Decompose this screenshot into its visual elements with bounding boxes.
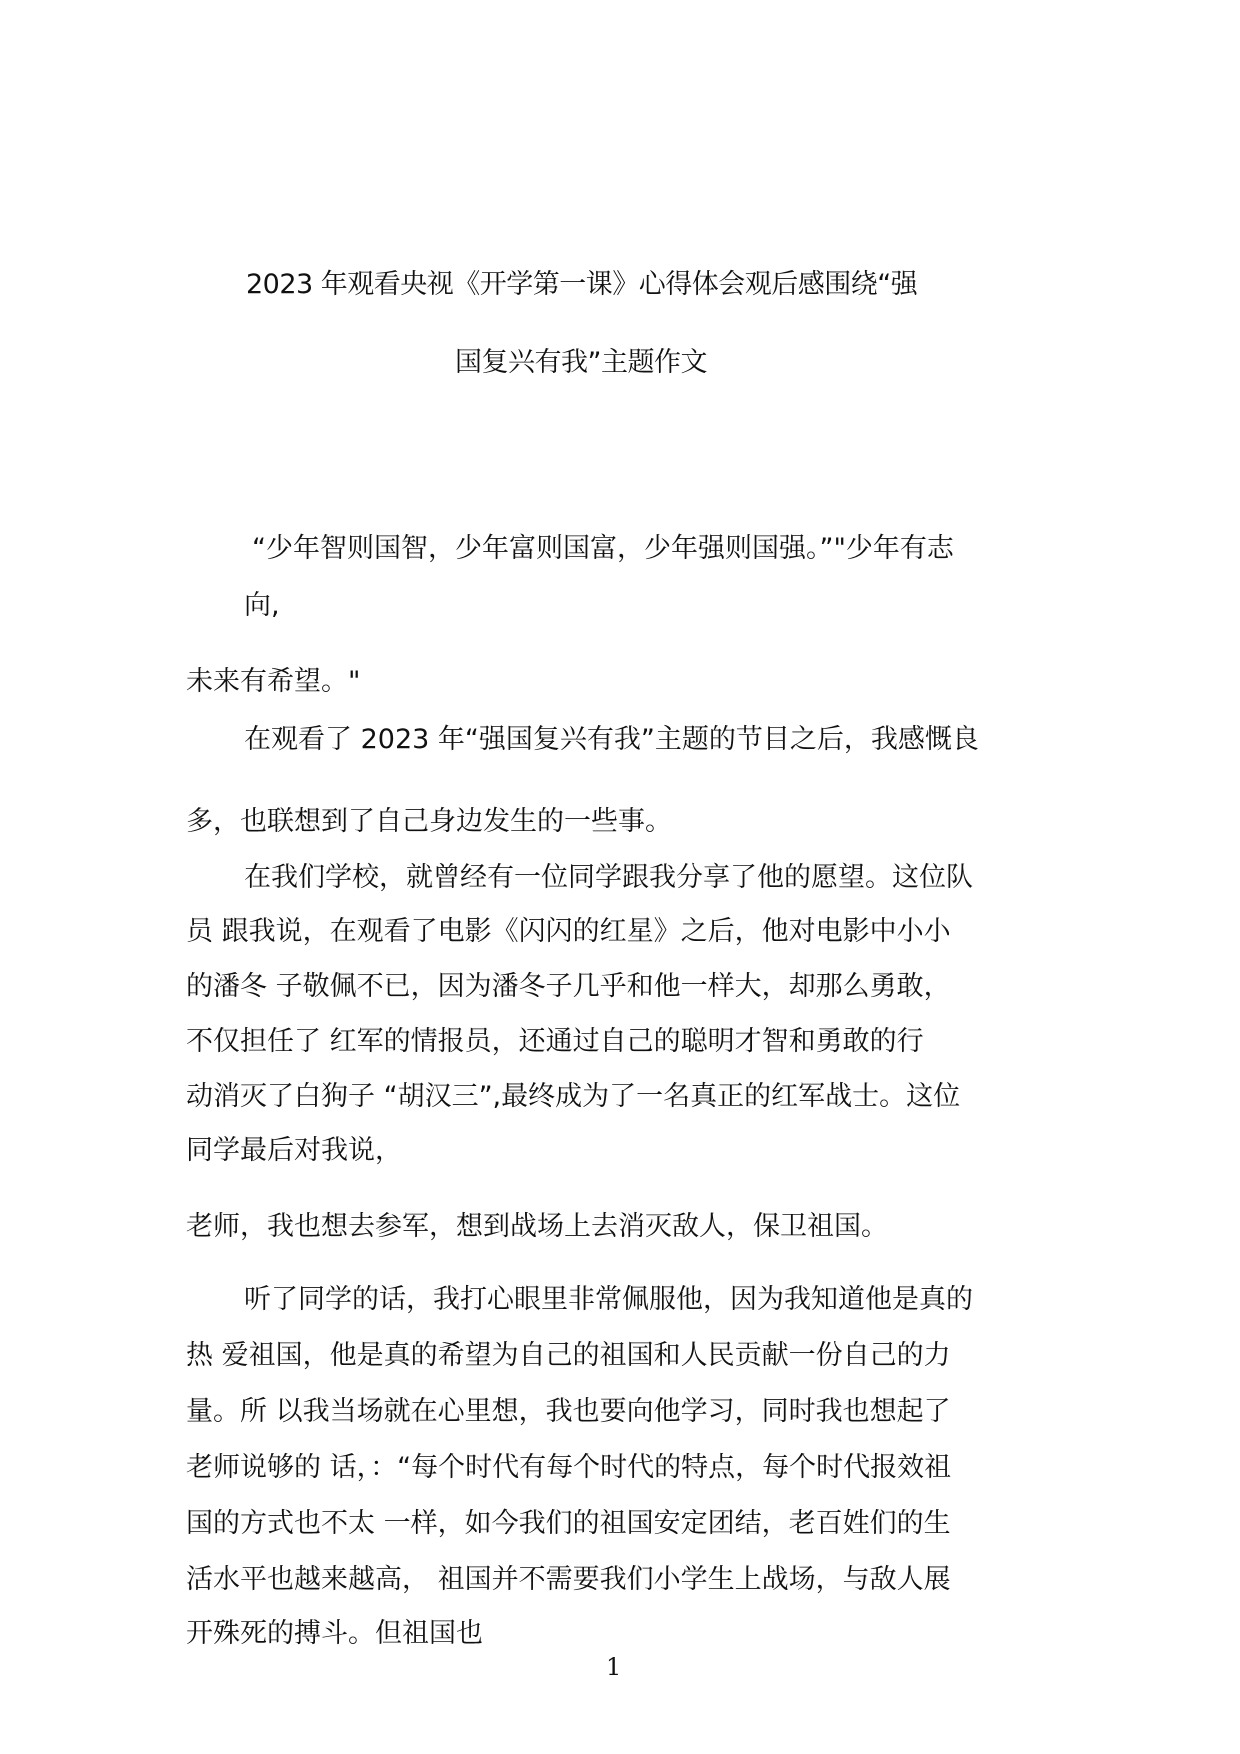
title-line-1: 2023 年观看央视《开学第一课》心得体会观后感围绕“强 (246, 269, 918, 300)
body-line-18: 活水平也越来越高， 祖国并不需要我们小学生上战场，与敌人展 (186, 1564, 951, 1595)
body-line-17: 国的方式也不太 一样，如今我们的祖国安定团结，老百姓们的生 (186, 1508, 951, 1539)
body-line-11: 同学最后对我说， (186, 1135, 402, 1166)
body-line-2: 向, (244, 590, 280, 621)
body-line-16: 老师说够的 话，：“每个时代有每个时代的特点，每个时代报效祖 (186, 1452, 952, 1483)
body-line-8: 的潘冬 子敬佩不已，因为潘冬子几乎和他一样大，却那么勇敢， (186, 971, 951, 1002)
body-line-4: 在观看了 2023 年“强国复兴有我”主题的节目之后，我感慨良 (244, 724, 979, 755)
body-line-12: 老师，我也想去参军，想到战场上去消灭敌人，保卫祖国。 (186, 1211, 888, 1242)
title-line-2: 国复兴有我”主题作文 (455, 347, 707, 378)
body-line-15: 量。所 以我当场就在心里想，我也要向他学习，同时我也想起了 (186, 1396, 951, 1427)
body-line-7: 员 跟我说，在观看了电影《闪闪的红星》之后，他对电影中小小 (186, 916, 951, 947)
body-line-19: 开殊死的搏斗。但祖国也 (186, 1618, 483, 1649)
page-number: 1 (606, 1653, 622, 1681)
body-line-10: 动消灭了白狗子 “胡汉三”,最终成为了一名真正的红军战士。这位 (186, 1081, 961, 1112)
body-line-5: 多，也联想到了自己身边发生的一些事。 (186, 806, 672, 837)
body-line-14: 热 爱祖国，他是真的希望为自己的祖国和人民贡献一份自己的力 (186, 1340, 951, 1371)
body-line-9: 不仅担任了 红军的情报员，还通过自己的聪明才智和勇敢的行 (186, 1026, 924, 1057)
body-line-6: 在我们学校，就曾经有一位同学跟我分享了他的愿望。这位队 (244, 862, 973, 893)
body-line-13: 听了同学的话，我打心眼里非常佩服他，因为我知道他是真的 (244, 1284, 973, 1315)
body-line-1: “少年智则国智，少年富则国富，少年强则国强。”"少年有志 (252, 533, 954, 564)
body-line-3: 未来有希望。" (186, 666, 361, 697)
